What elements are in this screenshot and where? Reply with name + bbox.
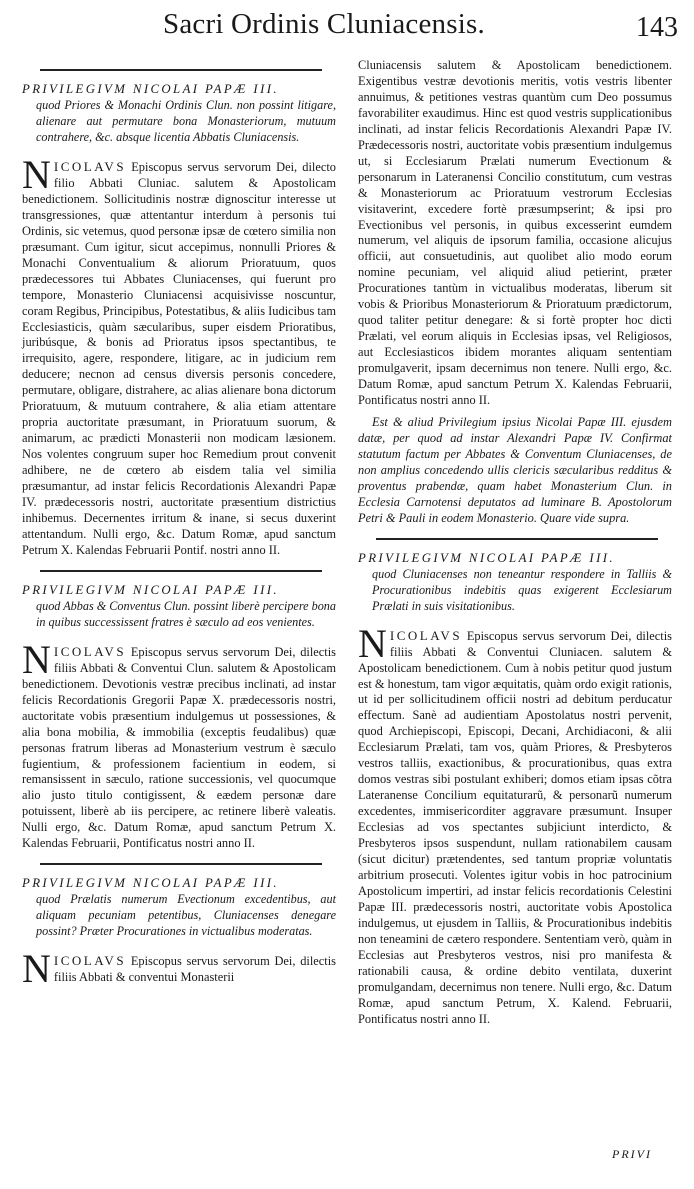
small-caps-name: ICOLAVS [53, 643, 127, 659]
section-body [358, 620, 672, 1028]
heading-title: PRIVILEGIVM NICOLAI PAPÆ III. [358, 550, 616, 565]
italic-note: Est & aliud Privilegium ipsius Nicolai Papæ III. ejusdem datæ, per quod ad instar Alexandri Papæ IV. Confirmat statutum factum per Abbates & Conventum Cluniacenses, de non amplius concedendo ullis clericis sæcularibus redditus & proventus prabendæ, quam habet Monasterium Clun. in Ecclesia Carnotensi deputatos ad luminare B. Apostolorum Petri & Pauli in eodem Monasterio. Quare vide supra. [358, 414, 672, 525]
drop-cap: N [22, 152, 51, 197]
section-rule [40, 863, 322, 865]
section-heading [22, 875, 336, 939]
page-number: 143 [636, 12, 678, 43]
heading-subtitle: quod Prælatis numerum Evectionum excedentibus, aut aliquam pecuniam petentibus, Cluniacenses denegare possint? Præter Procurationes in victualibus moderatas. [36, 892, 336, 939]
right-column [358, 58, 672, 1033]
section-rule [376, 538, 658, 540]
small-caps-name: ICOLAVS [53, 159, 127, 174]
heading-title: PRIVILEGIVM NICOLAI PAPÆ III. [22, 82, 280, 96]
running-head [0, 8, 694, 58]
heading-title: PRIVILEGIVM NICOLAI PAPÆ III. [22, 582, 280, 597]
running-title: Sacri Ordinis Cluniacensis. [163, 8, 485, 40]
heading-subtitle: quod Priores & Monachi Ordinis Clun. non possint litigare, alienare aut permutare bona Monasteriorum, mutuum contrahere, &c. absque licentia Abbatis Cluniacensis. [36, 98, 336, 144]
left-column [22, 58, 336, 992]
small-caps-name: ICOLAVS [389, 627, 463, 643]
heading-subtitle: quod Abbas & Conventus Clun. possint liberè percipere bona in quibus successissent fratres è sæculo ad eos venientes. [36, 598, 336, 629]
section-heading [22, 81, 336, 145]
drop-cap: N [22, 946, 51, 992]
heading-title: PRIVILEGIVM NICOLAI PAPÆ III. [22, 876, 280, 891]
catchword: PRIVI [612, 1147, 652, 1161]
section-body [22, 152, 336, 559]
section-rule [40, 570, 322, 572]
section-heading [358, 550, 672, 614]
section-heading [22, 582, 336, 630]
drop-cap: N [358, 620, 387, 666]
drop-cap: N [22, 636, 51, 682]
body-text: Episcopus servus servorum Dei, dilecto filio Abbati Cluniac. salutem & Apostolicam benedictionem. Sollicitudinis nostræ dignoscitur interesse ut transgressiones, quæ attentantur interdum à personis tui Ordinis, sic vetemus, quod personæ ipsæ de cœtero similia non præsumant. Cum igitur, sicut accepimus, nonnulli Priores & Monachi Conventualium & aliorum Prioratuum, quos prædecessores tui Abbates Cluniacenses, qui fuerunt pro tempore, Monasterio Cluniacensi acquisivisse noscuntur, coram Regibus, Principibus, Potestatibus, & aliis Iudicibus tam Ecclesiasticis, quàm sæcularibus, super eisdem Prioratibus, juribúsque, & bonis ad Prioratus ipsos spectantibus, te irrequisito, agere, respondere, litigare, ac in judicium rem deducere; necnon ad census diversis personis concedere, permutare, obligare, distrahere, ac alias alienare bona dictorum Prioratuum, & mutuum contrahere, & alia etiam attentare propria auctoritate præsumant, in Prioratuum suorum, & animarum, ac prædicti Monasterii non modicam læsionem. Nos volentes congruum super hoc Remedium prout convenit adhibere, ne de cœtero ab eisdem talia vel similia præsumantur, ad instar felicis Recordationis Alexandri Papæ IV. prædecessoris nostri, auctoritate præsentium districtius inhibemus. Decernentes irritum & inane, si secus duxerint attentandum. Nulli ergo, &c. Datum Romæ, apud sanctum Petrum X. Kalendas Februarii Pontif. nostri anno II. [22, 160, 336, 557]
section-body [22, 636, 336, 852]
heading-subtitle: quod Cluniacenses non teneantur respondere in Talliis & Procurationibus indebitis quas exigerent Ecclesiarum Prælati in suis visitationibus. [372, 566, 672, 613]
small-caps-name: ICOLAVS [53, 953, 127, 969]
body-text: Episcopus servus servorum Dei, dilectis filiis Abbati & conventui Monasterii [53, 954, 336, 985]
section-body [22, 946, 336, 992]
section-rule [40, 69, 322, 71]
body-text: Episcopus servus servorum Dei, dilectis filiis Abbati & Conventui Clun. salutem & Apostolicam benedictionem. Devotionis vestræ precibus inclinati, ad instar felicis Recordationis Gregorii Papæ X. prædecessoris nostri, auctoritate vobis præsentium indulgemus ut possessiones, & alia bona mobilia, & immobilia (exceptis feudalibus) quæ personas fratrum liberas ad Monasterium vestrum è sæculo fugientium, & professionem facientium in eodem, si remansissent in sæculo, ratione successionis, vel quocumque alio justo titulo contigissent, & eædem personæ dare potuissent, liberè ab iis percipere, ac retinere liberè valeatis. Nulli ergo, &c. Datum Romæ, apud sanctum Petrum X. Kalendas Februarii, Pontificatus nostri anno II. [22, 644, 336, 851]
continuation-text: Cluniacensis salutem & Apostolicam benedictionem. Exigentibus vestræ devotionis meritis, votis vestris libenter annuimus, & petitiones vestras quantùm cum Deo possumus favorabiliter exaudimus. Hinc est quod vestris supplicationibus inclinati, ad instar felicis Recordationis Alexandri Papæ IV. Prædecessoris nostri, auctoritate vobis præsentium indulgemus ut, si Ecclesiarum Prælati numerum Evectionum & personarum in Lateranensi Concilio constitutum, cum vestras & Monasteriorum ac Prioratuum vestrorum Ecclesias visitaverint, excedere fortè præsumpserint; & ipsi pro Evectionibus vel personis, in quibus excesserint eumdem numerum, vel aliquis de ipsorum familia, occasione alicujus officii, aut consuetudinis, aut quolibet alio modo eorum nomine pecuniam, vel aliquid aliud petierint, præter Procurationes tantùm in victualibus moderatas, liberum sit vobis & Prioribus Monasteriorum & Prioratuum prædictorum, quod taliter petitur denegare: & si fortè propter hoc dicti Prælati, vel eorum aliquis in Ecclesias ipsas, vel Religiosos, aut Ecclesiasticos ibidem morantes aliquam sententiam promulgaverit, ipsam decernimus non tenere. Nulli ergo, &c. Datum Romæ, apud sanctum Petrum X. Kalendas Februarii, Pontificatus nostri anno II. [358, 58, 672, 408]
body-text: Episcopus servus servorum Dei, dilectis filiis Abbati & Conventui Cluniacen. salutem & Apostolicam benedictionem. Cum à nobis petitur quod justum est & honestum, tam vigor æquitatis, quàm ordo exigit rationis, ut id per sollicitudinem officii nostri ad debitum perducatur effectum. Sanè ad audientiam Apostolatus nostri pervenit, quod Archiepiscopi, Episcopi, Decani, Archidiaconi, & alii Ecclesiarum Prælati, tam vos, quàm Priores, & Presbyteros vestros talliis, exactionibus, & procurationibus, quas extra domos vestras sibi postulant exhiberi; domos etiam ipsas cõtra Lateranense Concilium equitaturarũ, & personarũ numerum excedentes, immisericorditer aggravare præsumunt. Insuper Ecclesias ad vos spectantes subjiciunt interdicto, & Presbyteros ipsos suspendunt, nullam rationabilem causam (sicut dicitur) prætendentes, sed tantum propriæ voluntatis arbitrium prosecuti. Volentes igitur vobis in hoc patrocinium Apostolicum impertiri, ad instar felicis recordationis Celestini Papæ III. prædecessoris nostri, auctoritate vobis Apostolica indulgemus, ut ejusdem in Talliis, & Procurationibus indebitis non teneamini de cætero respondere. Sententiam verò, quàm in Ecclesias aut Presbyteros vestros, nisi pro manifesta & rationabili causa, & ordine debito ventilata, duxerint promulgandam, decernimus non tenere. Nulli ergo, &c. Datum Romæ, apud sanctum Petrum, X. Kalend. Februarii, Pontificatus nostri anno II. [358, 628, 672, 1026]
